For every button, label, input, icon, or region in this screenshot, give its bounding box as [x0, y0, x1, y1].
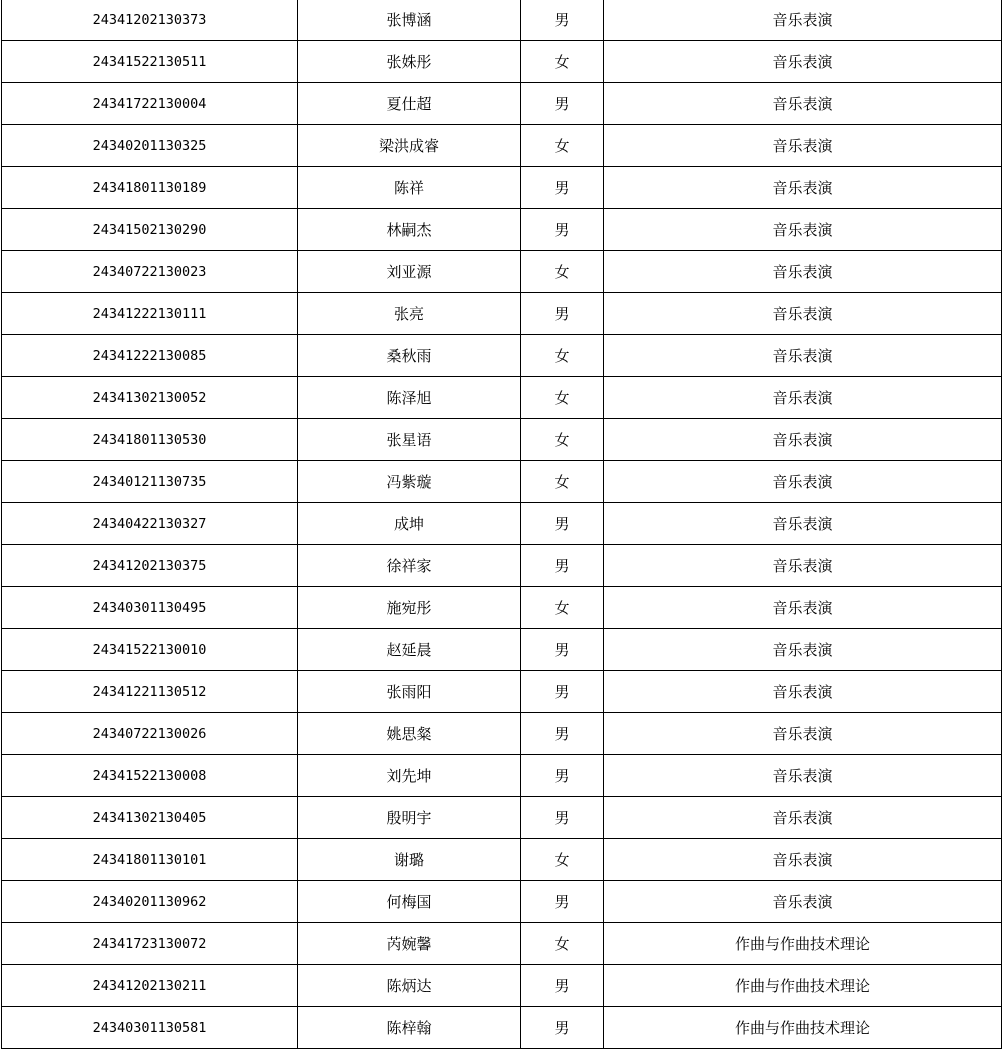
- table-row: [2, 1007, 1002, 1049]
- cell-student-name: 梁洪成睿: [298, 125, 521, 167]
- table-row: [2, 377, 1002, 419]
- table-row: [2, 797, 1002, 839]
- cell-candidate-number: 24340301130581: [2, 1007, 298, 1049]
- cell-gender: 男: [521, 671, 604, 713]
- cell-gender: 男: [521, 0, 604, 41]
- cell-student-name: 赵延晨: [298, 629, 521, 671]
- cell-major: 音乐表演: [604, 209, 1002, 251]
- cell-student-name: 陈泽旭: [298, 377, 521, 419]
- cell-gender: 女: [521, 125, 604, 167]
- table-row: [2, 629, 1002, 671]
- cell-major: 音乐表演: [604, 545, 1002, 587]
- cell-student-name: 陈梓翰: [298, 1007, 521, 1049]
- cell-candidate-number: 24341222130111: [2, 293, 298, 335]
- cell-candidate-number: 24341522130008: [2, 755, 298, 797]
- cell-major: 作曲与作曲技术理论: [604, 1007, 1002, 1049]
- cell-candidate-number: 24341302130405: [2, 797, 298, 839]
- cell-student-name: 张亮: [298, 293, 521, 335]
- table-row: [2, 587, 1002, 629]
- cell-candidate-number: 24341801130189: [2, 167, 298, 209]
- cell-major: 音乐表演: [604, 629, 1002, 671]
- cell-student-name: 芮婉馨: [298, 923, 521, 965]
- table-row: [2, 41, 1002, 83]
- cell-gender: 男: [521, 965, 604, 1007]
- table-row: [2, 839, 1002, 881]
- table-row: [2, 923, 1002, 965]
- table-row: [2, 965, 1002, 1007]
- cell-major: 音乐表演: [604, 755, 1002, 797]
- cell-major: 音乐表演: [604, 503, 1002, 545]
- cell-candidate-number: 24341801130530: [2, 419, 298, 461]
- cell-candidate-number: 24341302130052: [2, 377, 298, 419]
- cell-gender: 男: [521, 209, 604, 251]
- cell-student-name: 姚思粲: [298, 713, 521, 755]
- cell-major: 作曲与作曲技术理论: [604, 923, 1002, 965]
- cell-gender: 女: [521, 587, 604, 629]
- table-row: [2, 671, 1002, 713]
- cell-gender: 女: [521, 419, 604, 461]
- table-row: [2, 881, 1002, 923]
- table-row: [2, 503, 1002, 545]
- cell-major: 音乐表演: [604, 167, 1002, 209]
- cell-major: 音乐表演: [604, 461, 1002, 503]
- cell-candidate-number: 24341801130101: [2, 839, 298, 881]
- cell-gender: 男: [521, 797, 604, 839]
- table-row: [2, 167, 1002, 209]
- cell-student-name: 林嗣杰: [298, 209, 521, 251]
- cell-gender: 男: [521, 881, 604, 923]
- cell-gender: 男: [521, 503, 604, 545]
- cell-student-name: 桑秋雨: [298, 335, 521, 377]
- cell-student-name: 徐祥家: [298, 545, 521, 587]
- cell-student-name: 夏仕超: [298, 83, 521, 125]
- cell-student-name: 陈炳达: [298, 965, 521, 1007]
- cell-candidate-number: 24341723130072: [2, 923, 298, 965]
- cell-candidate-number: 24340722130026: [2, 713, 298, 755]
- cell-gender: 男: [521, 713, 604, 755]
- cell-major: 音乐表演: [604, 671, 1002, 713]
- cell-student-name: 刘亚源: [298, 251, 521, 293]
- cell-candidate-number: 24341502130290: [2, 209, 298, 251]
- cell-candidate-number: 24340201130325: [2, 125, 298, 167]
- cell-major: 音乐表演: [604, 713, 1002, 755]
- table-row: [2, 0, 1002, 41]
- cell-major: 音乐表演: [604, 587, 1002, 629]
- cell-candidate-number: 24341522130511: [2, 41, 298, 83]
- cell-candidate-number: 24340301130495: [2, 587, 298, 629]
- table-row: [2, 461, 1002, 503]
- table-row: [2, 419, 1002, 461]
- cell-student-name: 张星语: [298, 419, 521, 461]
- cell-student-name: 刘先坤: [298, 755, 521, 797]
- cell-major: 音乐表演: [604, 293, 1002, 335]
- cell-gender: 男: [521, 545, 604, 587]
- cell-candidate-number: 24341202130375: [2, 545, 298, 587]
- cell-major: 音乐表演: [604, 419, 1002, 461]
- cell-candidate-number: 24341221130512: [2, 671, 298, 713]
- cell-student-name: 殷明宇: [298, 797, 521, 839]
- cell-gender: 男: [521, 293, 604, 335]
- cell-candidate-number: 24340201130962: [2, 881, 298, 923]
- table-row: [2, 83, 1002, 125]
- cell-gender: 女: [521, 839, 604, 881]
- table-row: [2, 125, 1002, 167]
- cell-student-name: 陈祥: [298, 167, 521, 209]
- student-list-body: [2, 0, 1002, 1049]
- cell-candidate-number: 24340121130735: [2, 461, 298, 503]
- cell-gender: 女: [521, 377, 604, 419]
- cell-major: 音乐表演: [604, 839, 1002, 881]
- cell-student-name: 何梅国: [298, 881, 521, 923]
- cell-major: 音乐表演: [604, 83, 1002, 125]
- cell-student-name: 张博涵: [298, 0, 521, 41]
- cell-gender: 女: [521, 335, 604, 377]
- cell-student-name: 成坤: [298, 503, 521, 545]
- cell-gender: 男: [521, 755, 604, 797]
- cell-student-name: 冯紫璇: [298, 461, 521, 503]
- table-row: [2, 209, 1002, 251]
- cell-candidate-number: 24341202130373: [2, 0, 298, 41]
- cell-major: 音乐表演: [604, 797, 1002, 839]
- cell-candidate-number: 24341722130004: [2, 83, 298, 125]
- cell-gender: 女: [521, 923, 604, 965]
- cell-gender: 男: [521, 83, 604, 125]
- cell-candidate-number: 24340722130023: [2, 251, 298, 293]
- table-row: [2, 755, 1002, 797]
- cell-gender: 男: [521, 167, 604, 209]
- cell-major: 音乐表演: [604, 881, 1002, 923]
- cell-gender: 男: [521, 1007, 604, 1049]
- cell-gender: 女: [521, 251, 604, 293]
- table-row: [2, 293, 1002, 335]
- table-row: [2, 545, 1002, 587]
- cell-student-name: 张雨阳: [298, 671, 521, 713]
- cell-major: 作曲与作曲技术理论: [604, 965, 1002, 1007]
- cell-major: 音乐表演: [604, 335, 1002, 377]
- cell-gender: 女: [521, 41, 604, 83]
- cell-major: 音乐表演: [604, 41, 1002, 83]
- table-row: [2, 251, 1002, 293]
- cell-student-name: 张姝彤: [298, 41, 521, 83]
- table-row: [2, 713, 1002, 755]
- cell-candidate-number: 24341522130010: [2, 629, 298, 671]
- table-row: [2, 335, 1002, 377]
- student-list-table: [1, 0, 1002, 1049]
- cell-major: 音乐表演: [604, 0, 1002, 41]
- cell-major: 音乐表演: [604, 125, 1002, 167]
- cell-major: 音乐表演: [604, 251, 1002, 293]
- cell-candidate-number: 24341222130085: [2, 335, 298, 377]
- cell-gender: 女: [521, 461, 604, 503]
- cell-candidate-number: 24341202130211: [2, 965, 298, 1007]
- cell-gender: 男: [521, 629, 604, 671]
- cell-candidate-number: 24340422130327: [2, 503, 298, 545]
- cell-student-name: 谢璐: [298, 839, 521, 881]
- cell-major: 音乐表演: [604, 377, 1002, 419]
- cell-student-name: 施宛彤: [298, 587, 521, 629]
